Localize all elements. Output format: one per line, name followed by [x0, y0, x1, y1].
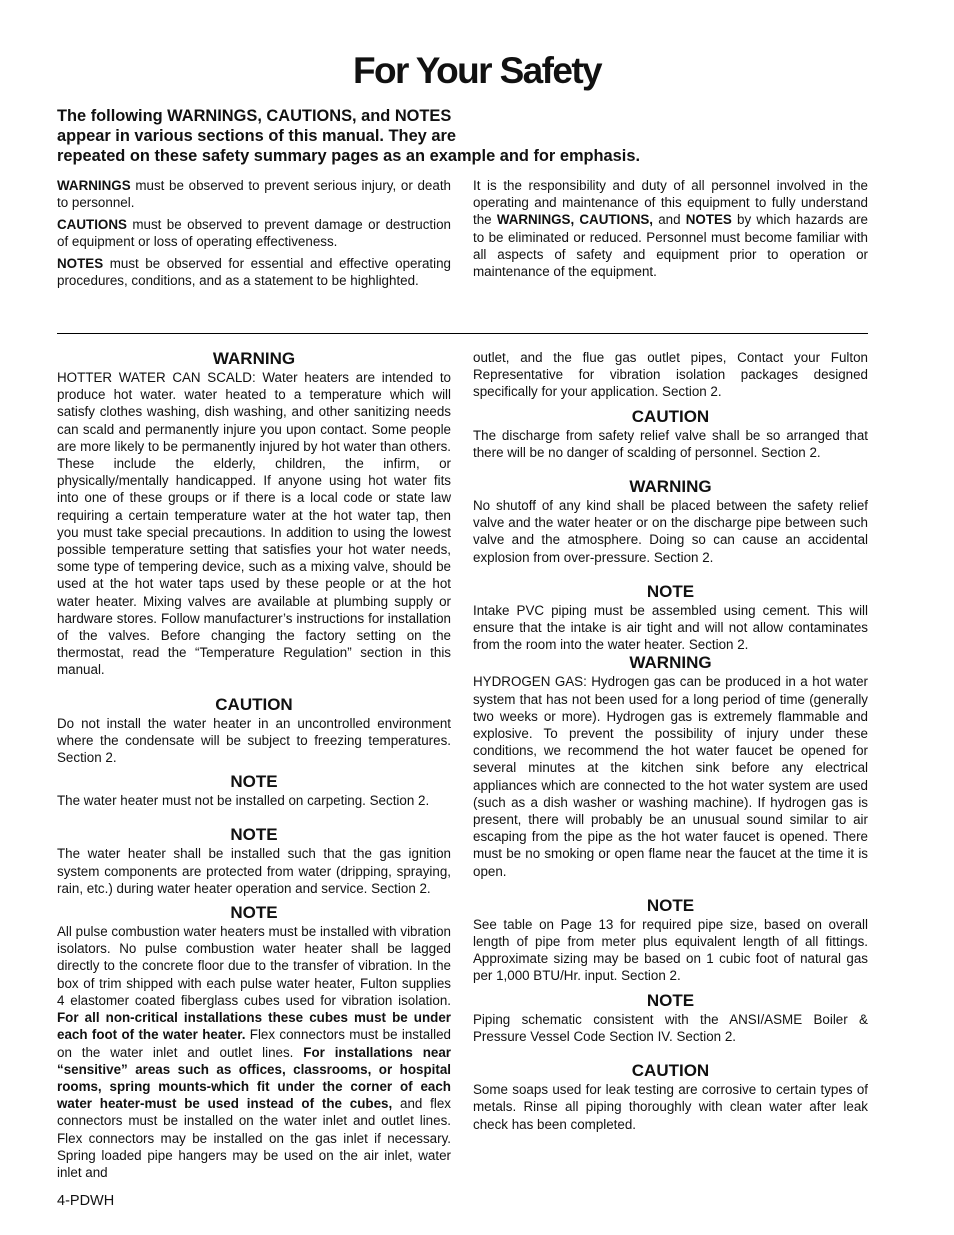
intro-statement	[57, 106, 757, 166]
note-heading: NOTE	[230, 825, 278, 845]
responsibility-text: It is the responsibility and duty of all personnel involved in the operating and maintenance of this equipment to fully understand the	[473, 178, 868, 228]
caution-text: The discharge from safety relief valve shall be so arranged that there will be no danger of scalding of personnel. Section 2.	[473, 427, 868, 460]
warnings-definition	[57, 177, 451, 211]
caution-text: Some soaps used for leak testing are corrosive to certain types of metals. Rinse all piping thoroughly with clean water after leak check has been completed.	[473, 1082, 868, 1132]
warnings-definition-text: must be observed to prevent serious injury, or death to personnel.	[57, 178, 451, 211]
responsibility-text: and	[653, 212, 686, 228]
note-heading: NOTE	[230, 903, 278, 923]
page-title: For Your Safety	[352, 50, 602, 91]
definitions-block	[57, 177, 451, 293]
warning-text: No shutoff of any kind shall be placed between the safety relief valve and the water heater or on the discharge pipe between such valve and the atmosphere. Doing so can cause an accidental explosion from over-pressure. Section 2.	[473, 498, 868, 565]
warning-heading: WARNING	[629, 653, 712, 673]
note-text: See table on Page 13 for required pipe size, based on overall length of pipe from meter plus equivalent length of all fittings. Approximate sizing may be based on 1 cubic foot of natural gas per 1,000 BTU/Hr. input. Section 2.	[473, 916, 868, 984]
note-emphasis: For installations near “sensitive” areas such as offices, classrooms, or hospital rooms, spring mounts-which fit under the corner of each water heater-must be used instead of the cubes,	[57, 1044, 451, 1112]
caution-heading: CAUTION	[631, 406, 710, 426]
responsibility-emphasis: NOTES	[685, 212, 732, 228]
caution-heading: CAUTION	[631, 1061, 710, 1081]
note-text-run: Flex connectors must be installed on the water inlet and outlet lines.	[57, 1027, 451, 1060]
cautions-definition	[57, 216, 451, 250]
cautions-term: CAUTIONS	[57, 216, 127, 232]
continued-text: outlet, and the flue gas outlet pipes, Contact your Fulton Representative for vibration isolation packages designed specifically for your application. Section 2.	[473, 350, 868, 400]
responsibility-paragraph	[473, 177, 868, 280]
note-text-run: All pulse combustion water heaters must be installed with vibration isolators. No pulse combustion water heater shall be lagged directly to the concrete floor due to the transfer of vibration. In the box of trim shipped with each pulse water heater, Fulton supplies 4 elastomer coated fiberglass cubes used for vibration isolation.	[57, 924, 451, 1008]
warning-text: HOTTER WATER CAN SCALD: Water heaters are intended to produce hot water. water heated to a temperature which will satisfy clothes washing, dish washing, and other sanitizing needs can scald and permanently injure you upon contact. Some people are more likely to be permanently injured by hot water than others. These include the elderly, children, the infirm, or physically/mentally handicapped. If anyone using hot water fits into one of these groups or if there is a local code or state law requiring a certain temperature water at the hot water tap, then you must take special precautions. In addition to using the lowest possible temperature setting that satisfies your hot water needs, some type of tempering device, such as a mixing valve, should be used at the hot water taps used by these people or at the hot water heater. Mixing valves are available at plumbing supply or hardware stores. Follow manufacturer’s instructions for installation of the valves. Before changing the factory setting on the thermostat, read the “Temperature Regulation” section in this manual.	[57, 370, 451, 678]
intro-line: appear in various sections of this manual. They are	[57, 127, 456, 145]
note-heading: NOTE	[230, 772, 278, 792]
note-text	[57, 923, 451, 1181]
cautions-definition-text: must be observed to prevent damage or destruction of equipment or loss of operating effectiveness.	[57, 216, 451, 249]
note-heading: NOTE	[646, 990, 695, 1010]
warning-text: HYDROGEN GAS: Hydrogen gas can be produced in a hot water system that has not been used for a long period of time (generally two weeks or more). Hydrogen gas is extremely flammable and explosive. To prevent the possibility of injury under these conditions, we recommend the hot water faucet be opened for several minutes at the kitchen sink before any electrical appliances which are connected to the hot water system are used (such as a dish washer or washing machine). If hydrogen gas is present, there will probably be an unusual sound similar to air escaping from the pipe as the hot water faucet is opened. There must be no smoking or open flame near the faucet at the time it is open.	[473, 674, 868, 879]
note-text: Intake PVC piping must be assembled using cement. This will ensure that the intake is air tight and will not allow contaminates from the room into the water heater. Section 2.	[473, 602, 868, 653]
intro-line: repeated on these safety summary pages as an example and for emphasis.	[57, 147, 641, 165]
note-heading: NOTE	[646, 895, 695, 915]
warning-heading: WARNING	[629, 477, 712, 497]
note-emphasis: For all non-critical installations these cubes must be under each foot of the water heater.	[57, 1010, 451, 1043]
warnings-term: WARNINGS	[57, 178, 131, 193]
caution-heading: CAUTION	[215, 694, 293, 714]
note-text-run: and flex connectors must be installed on the water inlet and outlet lines. Flex connectors may be installed on the gas inlet if necessary. Spring loaded pipe hangers may be used on the air inlet, water inlet and	[57, 1096, 452, 1180]
note-text: The water heater must not be installed on carpeting. Section 2.	[57, 793, 430, 809]
intro-line: The following WARNINGS, CAUTIONS, and NOTES	[57, 107, 452, 125]
responsibility-emphasis: WARNINGS, CAUTIONS,	[496, 212, 654, 228]
warning-heading: WARNING	[212, 349, 296, 368]
section-divider	[57, 333, 868, 334]
responsibility-text: by which hazards are to be eliminated or reduced. Personnel must become familiar with all aspects of safety and equipment prior to operation or maintenance of the equipment.	[473, 212, 868, 280]
notes-definition	[57, 255, 451, 289]
note-text: The water heater shall be installed such that the gas ignition system components are protected from water (dripping, spraying, rain, etc.) during water heater operation and service. Section 2.	[57, 846, 451, 896]
notes-term: NOTES	[57, 255, 104, 271]
notes-definition-text: must be observed for essential and effective operating procedures, conditions, and as a statement to be highlighted.	[57, 255, 451, 288]
right-notices-column	[473, 349, 868, 1133]
note-text: Piping schematic consistent with the ANSI/ASME Boiler & Pressure Vessel Code Section IV. Section 2.	[473, 1011, 868, 1044]
note-heading: NOTE	[646, 581, 695, 601]
page-number: 4-PDWH	[57, 1193, 115, 1209]
caution-text: Do not install the water heater in an uncontrolled environment where the condensate will be subject to freezing temperatures. Section 2.	[57, 715, 451, 766]
left-notices-column	[57, 349, 451, 1181]
responsibility-block	[473, 177, 868, 280]
